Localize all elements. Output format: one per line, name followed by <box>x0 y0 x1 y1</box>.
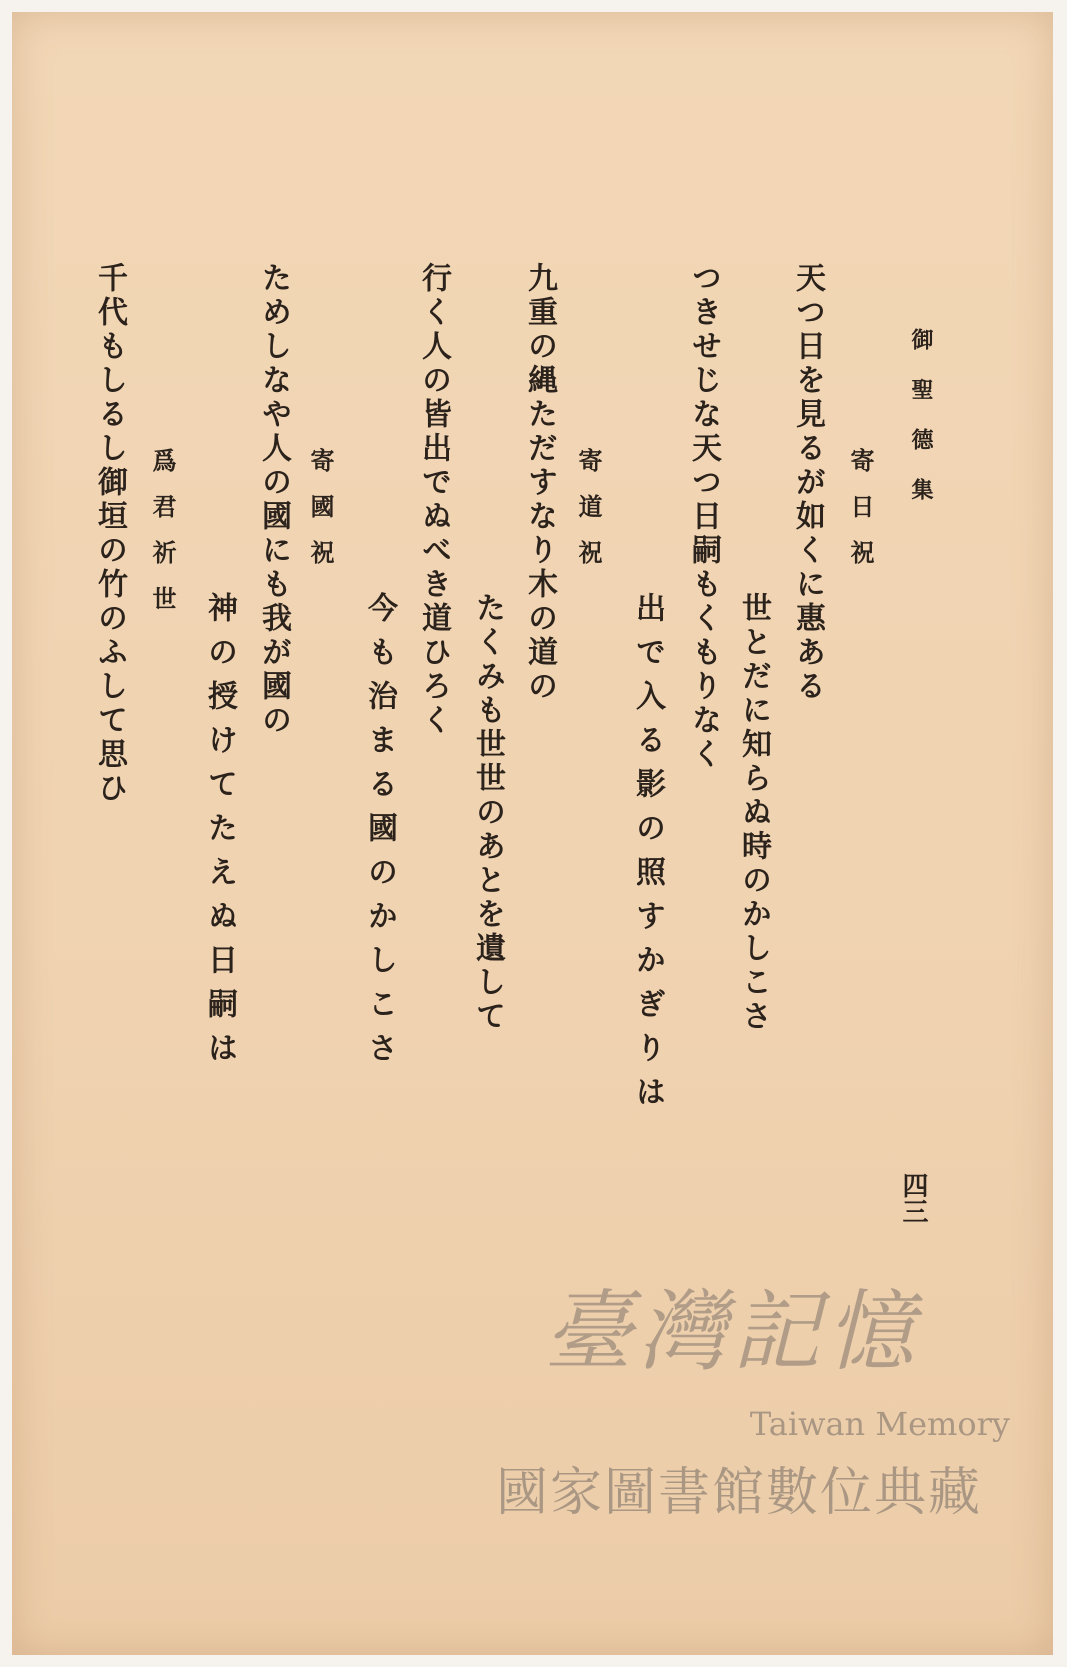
poem-line: ためしなや人の國にも我が國の <box>256 262 291 738</box>
watermark-calligraphy: 臺灣記憶 <box>543 1280 920 1383</box>
poem-line: 九重の縄ただすなり木の道の <box>522 262 557 704</box>
poem-heading: 寄道祝 <box>574 448 603 586</box>
poem-heading: 寄日祝 <box>846 448 875 586</box>
poem-line: 今も治まる國のかしこさ <box>362 592 397 1076</box>
poem-line: つきせじな天つ日嗣もくもりなく <box>686 262 721 772</box>
watermark-chinese: 國家圖書館數位典藏 <box>495 1463 982 1523</box>
watermark-english: Taiwan Memory <box>749 1405 1010 1443</box>
poem-line: たくみも世世のあとを遺して <box>470 592 505 1034</box>
poem-heading: 寄國祝 <box>306 448 335 586</box>
poem-line: 千代もしるし御垣の竹のふして思ひ <box>92 262 127 806</box>
poem-line: 世とだに知らぬ時のかしこさ <box>736 592 771 1034</box>
poem-line: 出で入る影の照すかぎりは <box>630 592 665 1120</box>
page-number: 四三 <box>898 1172 928 1224</box>
poem-line: 神の授けてたえぬ日嗣は <box>202 592 237 1076</box>
poem-line: 天つ日を見るが如くに惠ある <box>790 262 825 704</box>
poem-line: 行く人の皆出でぬべき道ひろく <box>416 262 451 738</box>
running-header: 御聖德集 <box>908 328 934 528</box>
poem-heading: 爲君祈世 <box>148 448 177 632</box>
